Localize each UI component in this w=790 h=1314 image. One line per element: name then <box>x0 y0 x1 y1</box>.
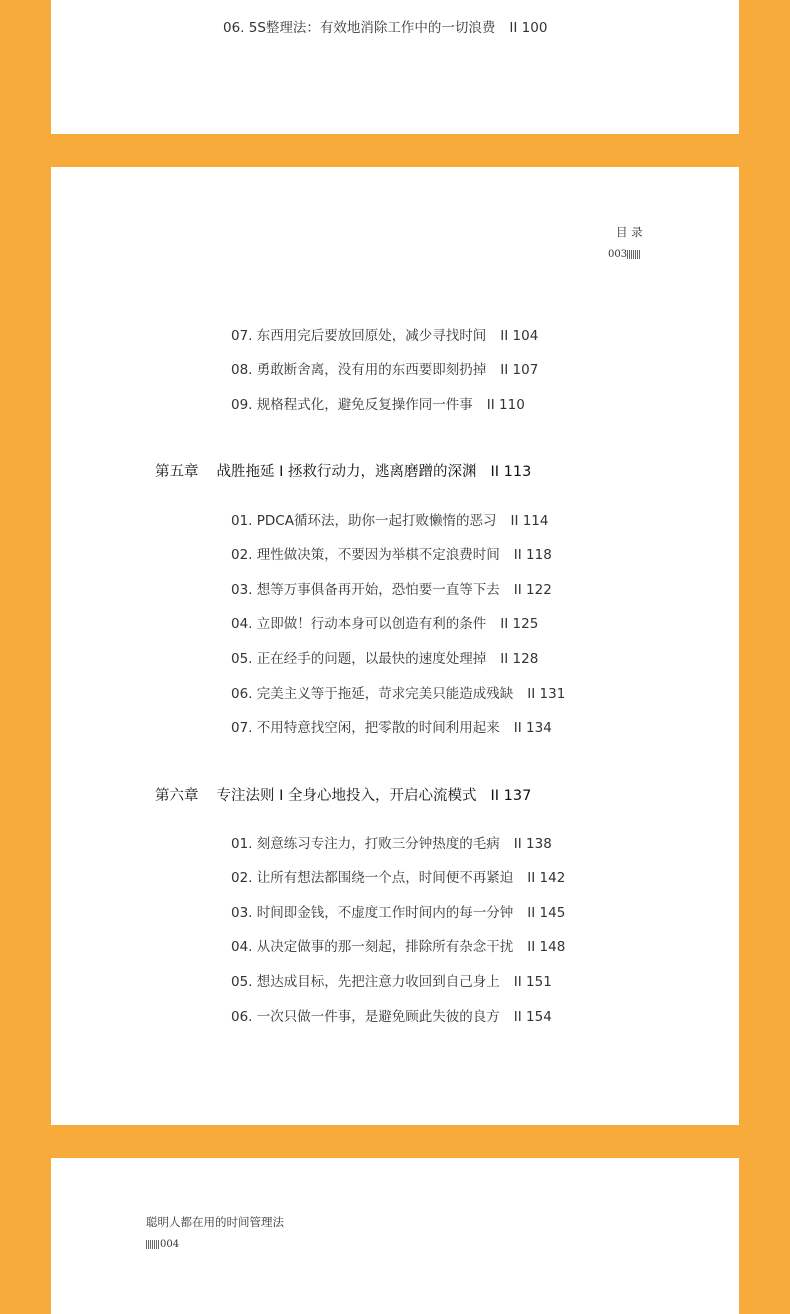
toc-entry <box>231 970 552 990</box>
folio-barcode-icon <box>146 1240 160 1249</box>
toc-entry <box>231 647 538 667</box>
toc-entry <box>231 358 538 378</box>
toc-entry-title: 06. 5S整理法：有效地消除工作中的一切浪费 <box>223 20 496 36</box>
toc-entry <box>231 716 552 736</box>
toc-entry <box>231 612 538 632</box>
toc-entry-title: 05. 正在经手的问题，以最快的速度处理掉 <box>231 651 487 667</box>
toc-entry-title: 06. 完美主义等于拖延，苛求完美只能造成残缺 <box>231 686 514 702</box>
toc-entry <box>231 393 525 413</box>
folio-barcode-icon <box>627 250 641 259</box>
toc-entry-page: II 114 <box>510 513 549 529</box>
toc-entry <box>231 682 565 702</box>
toc-entry-page: II 110 <box>486 397 525 413</box>
toc-entry-title: 04. 立即做！行动本身可以创造有利的条件 <box>231 616 487 632</box>
chapter-number: 第六章 <box>155 788 199 804</box>
toc-entry-title: 08. 勇敢断舍离，没有用的东西要即刻扔掉 <box>231 362 487 378</box>
toc-entry-page: II 104 <box>500 328 539 344</box>
toc-entry-page: II 145 <box>527 905 566 921</box>
folio-number: 004 <box>160 1239 180 1250</box>
toc-entry <box>231 543 552 563</box>
toc-entry-page: II 151 <box>513 974 552 990</box>
toc-entry <box>231 509 549 529</box>
chapter-heading-5 <box>155 460 531 481</box>
toc-entry-title: 02. 理性做决策，不要因为举棋不定浪费时间 <box>231 547 500 563</box>
running-title: 目 录 <box>616 225 643 239</box>
toc-entry <box>223 16 547 36</box>
toc-entry-title: 05. 想达成目标，先把注意力收回到自己身上 <box>231 974 500 990</box>
chapter-title: 战胜拖延 I 拯救行动力，逃离磨蹭的深渊 <box>216 464 477 480</box>
chapter-page: II 137 <box>490 788 532 804</box>
toc-entry-title: 03. 想等万事俱备再开始，恐怕要一直等下去 <box>231 582 500 598</box>
toc-entry-page: II 131 <box>527 686 566 702</box>
toc-entry-page: II 154 <box>513 1009 552 1025</box>
toc-entry-title: 04. 从决定做事的那一刻起，排除所有杂念干扰 <box>231 939 514 955</box>
toc-entry-page: II 148 <box>527 939 566 955</box>
toc-entry-page: II 142 <box>527 870 566 886</box>
toc-entry-page: II 107 <box>500 362 539 378</box>
chapter-number: 第五章 <box>155 464 199 480</box>
toc-entry <box>231 832 552 852</box>
toc-entry-page: II 125 <box>500 616 539 632</box>
page-folio <box>608 249 641 260</box>
chapter-page: II 113 <box>490 464 532 480</box>
toc-entry-title: 01. PDCA循环法，助你一起打败懒惰的恶习 <box>231 513 497 529</box>
chapter-heading-6 <box>155 784 531 805</box>
toc-page-top <box>51 0 739 134</box>
toc-entry-page: II 138 <box>513 836 552 852</box>
toc-entry-page: II 134 <box>513 720 552 736</box>
toc-entry-title: 06. 一次只做一件事，是避免顾此失彼的良方 <box>231 1009 500 1025</box>
toc-entry <box>231 324 538 344</box>
toc-entry-title: 01. 刻意练习专注力，打败三分钟热度的毛病 <box>231 836 500 852</box>
toc-entry-page: II 100 <box>509 20 548 36</box>
toc-entry-title: 02. 让所有想法都围绕一个点，时间便不再紧迫 <box>231 870 514 886</box>
toc-page-003 <box>51 167 739 1125</box>
toc-entry-title: 07. 东西用完后要放回原处，减少寻找时间 <box>231 328 487 344</box>
running-title: 聪明人都在用的时间管理法 <box>146 1215 284 1229</box>
toc-entry-title: 03. 时间即金钱，不虚度工作时间内的每一分钟 <box>231 905 514 921</box>
toc-entry <box>231 578 552 598</box>
toc-entry-title: 07. 不用特意找空闲，把零散的时间利用起来 <box>231 720 500 736</box>
toc-entry-page: II 122 <box>513 582 552 598</box>
toc-entry <box>231 1005 552 1025</box>
toc-page-004 <box>51 1158 739 1314</box>
folio-number: 003 <box>608 249 628 260</box>
page-folio <box>146 1239 179 1250</box>
toc-entry-title: 09. 规格程式化，避免反复操作同一件事 <box>231 397 473 413</box>
chapter-title: 专注法则 I 全身心地投入，开启心流模式 <box>216 788 477 804</box>
toc-entry-page: II 128 <box>500 651 539 667</box>
toc-entry-page: II 118 <box>513 547 552 563</box>
toc-entry <box>231 935 565 955</box>
toc-entry <box>231 901 565 921</box>
toc-entry <box>231 866 565 886</box>
